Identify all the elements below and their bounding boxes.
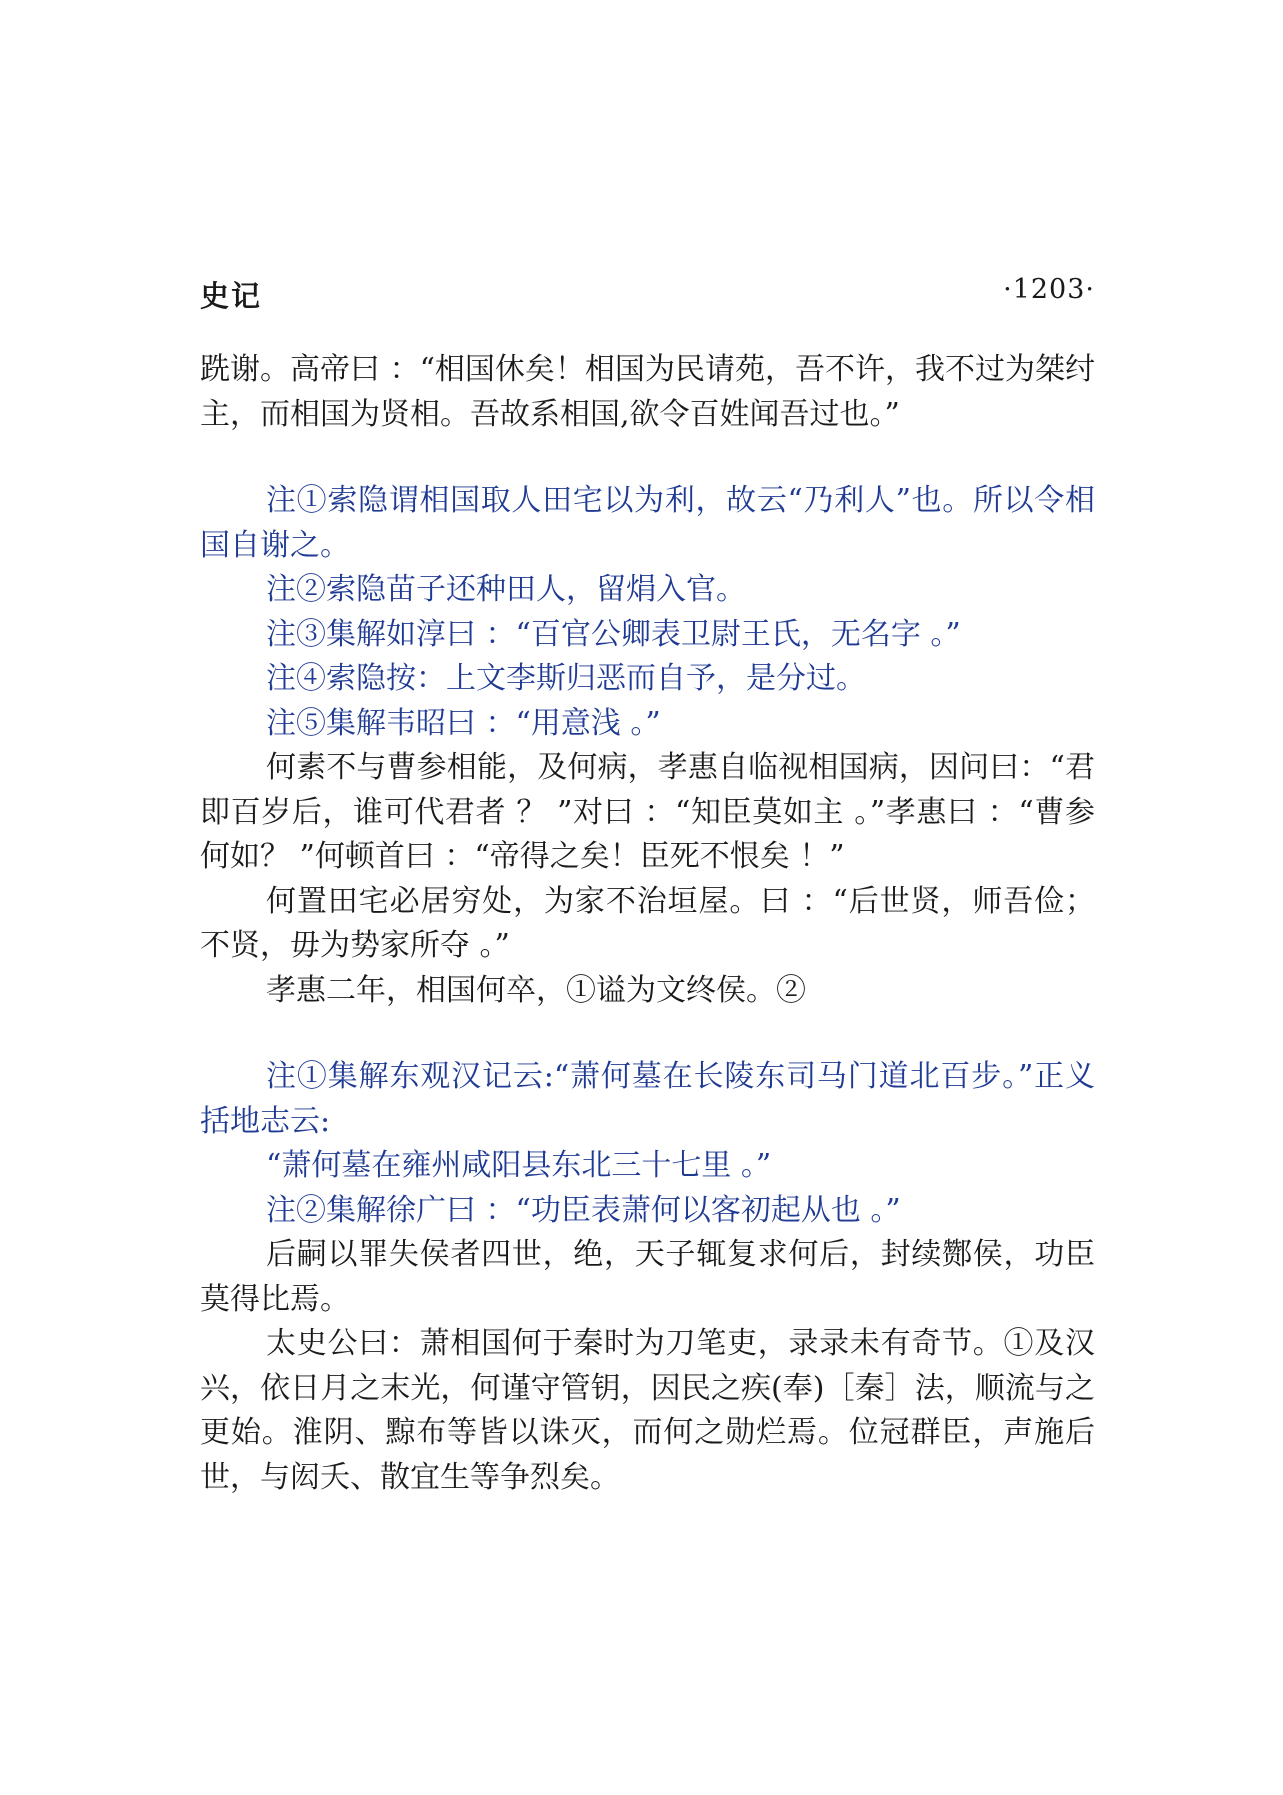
paragraph-6: 太史公曰：萧相国何于秦时为刀笔吏，录录未有奇节。①及汉兴，依日月之末光，何谨守管钥，因民之疾(奉)［秦］法，顺流与之更始。淮阴、黥布等皆以诛灭，而何之勋烂焉。位冠群臣，声施后世，与闳夭、散宜生等争烈矣。 xyxy=(200,1326,1095,1495)
note-b-2: 注②集解徐广曰 ：“功臣表萧何以客初起从也 。” xyxy=(266,1192,901,1228)
note-5: 注⑤集解韦昭曰 ：“用意浅 。” xyxy=(266,705,661,741)
paragraph-1: 跣谢。高帝曰 ：“相国休矣！相国为民请苑，吾不许，我不过为桀纣主，而相国为贤相。吾故系相国,欲令百姓闻吾过也。” xyxy=(200,352,1095,432)
paragraph-2: 何素不与曹参相能，及何病，孝惠自临视相国病，因问曰：“君即百岁后，谁可代君者 ？ ”对曰 ：“知臣莫如主 。”孝惠曰 ：“曹参何如？ ”何顿首曰 ：“帝得之矣！臣死不恨矣 ！” xyxy=(200,750,1095,874)
spacer xyxy=(200,437,1095,479)
paragraph-3: 何置田宅必居穷处，为家不治垣屋。曰 ：“后世贤，师吾俭；不贤，毋为势家所夺 。” xyxy=(200,883,1095,963)
paragraph-4: 孝惠二年，相国何卒，①谥为文终侯。② xyxy=(266,972,806,1008)
note-1: 注①索隐谓相国取人田宅以为利，故云“乃利人”也。所以令相国自谢之。 xyxy=(200,483,1095,563)
note-2: 注②索隐苗子还种田人，留焆入官。 xyxy=(266,572,746,607)
paragraph-5: 后嗣以罪失侯者四世，绝，天子辄复求何后，封续酂侯，功臣莫得比焉。 xyxy=(200,1237,1095,1317)
note-3: 注③集解如淳曰 ：“百官公卿表卫尉王氏，无名字 。” xyxy=(266,616,961,652)
page-header xyxy=(200,262,1095,312)
spacer xyxy=(200,1013,1095,1055)
note-b-1-continued: “萧何墓在雍州咸阳县东北三十七里 。” xyxy=(266,1148,772,1183)
note-b-1: 注①集解东观汉记云:“萧何墓在长陵东司马门道北百步。”正义括地志云: xyxy=(200,1059,1095,1139)
note-4: 注④索隐按：上文李斯归恶而自予，是分过。 xyxy=(266,661,866,696)
document-page xyxy=(200,262,1095,1500)
page-number: ·1203· xyxy=(1003,274,1095,305)
book-title: 史记 xyxy=(200,279,263,313)
